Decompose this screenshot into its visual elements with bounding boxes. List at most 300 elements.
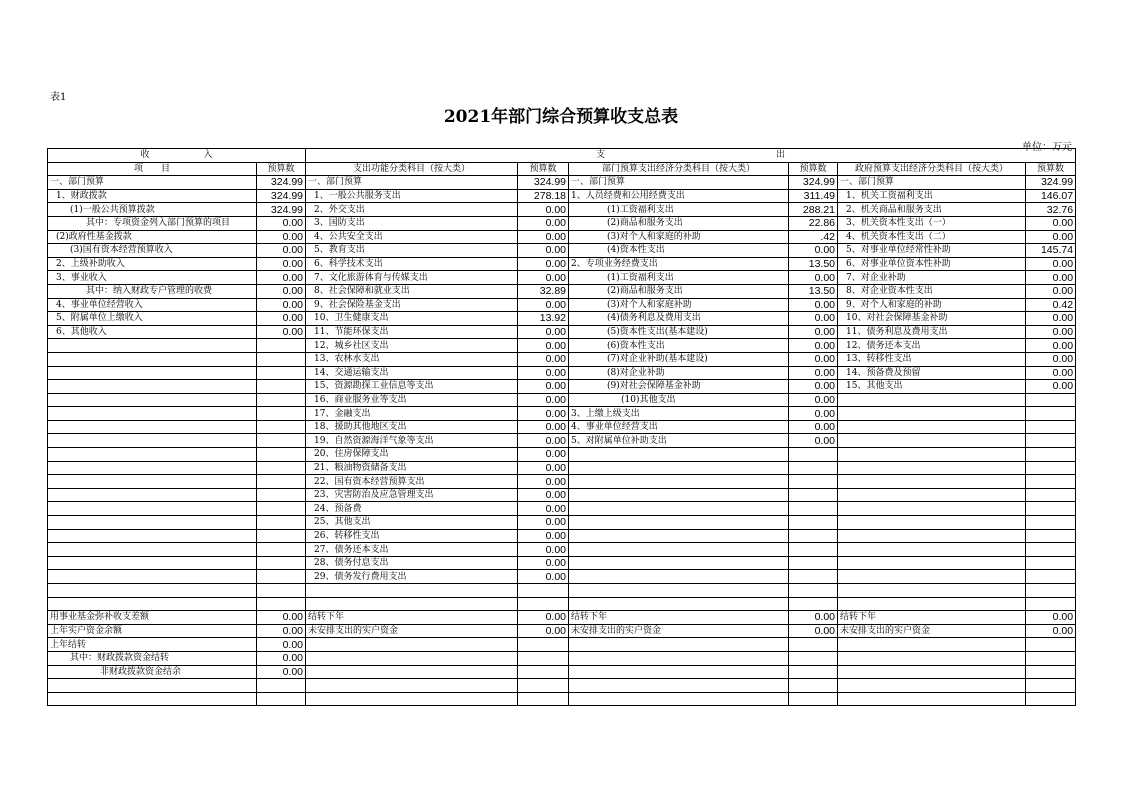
table-row	[48, 461, 1076, 475]
item-label-cell: 16、商业服务业等支出	[306, 393, 518, 407]
budget-amount-cell: 13.50	[789, 284, 838, 298]
budget-amount-cell	[257, 339, 306, 353]
budget-amount-cell: 0.00	[789, 611, 838, 625]
gov-econ-column-header: 政府预算支出经济分类科目（按大类）	[838, 162, 1026, 176]
budget-amount-cell: 0.00	[257, 216, 306, 230]
item-label-cell: 29、债务发行费用支出	[306, 570, 518, 584]
item-label-cell: 1、机关工资福利支出	[838, 189, 1026, 203]
item-label-cell: (1)一般公共预算拨款	[48, 203, 257, 217]
column-header-row	[48, 162, 1076, 176]
budget-amount-cell: 0.00	[518, 475, 569, 489]
item-label-cell	[838, 543, 1026, 557]
budget-amount-cell: 311.49	[789, 189, 838, 203]
item-label-cell: 7、文化旅游体育与传媒支出	[306, 271, 518, 285]
budget-amount-cell: 0.00	[257, 298, 306, 312]
item-label-cell: 10、对社会保障基金补助	[838, 312, 1026, 326]
budget-amount-cell: 0.00	[1026, 325, 1076, 339]
item-label-cell: (1)工资福利支出	[569, 203, 789, 217]
budget-amount-cell: 0.00	[518, 407, 569, 421]
item-label-cell: (10)其他支出	[569, 393, 789, 407]
budget-amount-cell: 0.00	[789, 352, 838, 366]
budget-amount-cell: 0.00	[518, 448, 569, 462]
item-label-cell: 11、债务利息及费用支出	[838, 325, 1026, 339]
group-header-row	[48, 149, 1076, 163]
table-row	[48, 502, 1076, 516]
item-label-cell: 3、机关资本性支出（一）	[838, 216, 1026, 230]
budget-amount-cell	[257, 380, 306, 394]
item-label-cell: 22、国有资本经营预算支出	[306, 475, 518, 489]
item-label-cell: 其中：财政拨款资金结转	[48, 651, 257, 665]
budget-amount-cell	[1026, 638, 1076, 652]
item-label-cell: 10、卫生健康支出	[306, 312, 518, 326]
item-label-cell: 用事业基金弥补收支差额	[48, 611, 257, 625]
item-label-cell	[838, 434, 1026, 448]
table-row	[48, 651, 1076, 665]
budget-amount-cell: 0.00	[257, 230, 306, 244]
budget-amount-cell: 0.00	[518, 611, 569, 625]
budget-column-header: 预算数	[789, 162, 838, 176]
table-row	[48, 638, 1076, 652]
item-label-cell: (4)债务利息及费用支出	[569, 312, 789, 326]
budget-amount-cell: 0.00	[1026, 216, 1076, 230]
budget-amount-cell	[1026, 393, 1076, 407]
budget-amount-cell	[257, 420, 306, 434]
budget-amount-cell: 0.00	[518, 216, 569, 230]
budget-amount-cell	[1026, 516, 1076, 530]
item-label-cell	[569, 488, 789, 502]
budget-amount-cell: 0.00	[257, 257, 306, 271]
item-label-cell: 7、对企业补助	[838, 271, 1026, 285]
item-label-cell: 上年结转	[48, 638, 257, 652]
budget-amount-cell: 0.00	[518, 271, 569, 285]
table-row	[48, 488, 1076, 502]
empty-cell	[1026, 679, 1076, 693]
item-label-cell: 20、住房保障支出	[306, 448, 518, 462]
budget-amount-cell	[789, 692, 838, 706]
item-label-cell: 14、预备费及预留	[838, 366, 1026, 380]
item-label-cell	[838, 665, 1026, 679]
empty-cell	[838, 679, 1026, 693]
budget-amount-cell: 0.00	[518, 257, 569, 271]
empty-cell	[789, 584, 838, 598]
budget-amount-cell: 0.00	[518, 366, 569, 380]
empty-cell	[306, 679, 518, 693]
table-row	[48, 325, 1076, 339]
item-label-cell: 23、灾害防治及应急管理支出	[306, 488, 518, 502]
budget-amount-cell: 0.00	[518, 244, 569, 258]
budget-amount-cell: 13.92	[518, 312, 569, 326]
budget-amount-cell: 0.00	[518, 380, 569, 394]
budget-amount-cell	[518, 692, 569, 706]
item-label-cell: 1、一般公共服务支出	[306, 189, 518, 203]
budget-amount-cell	[518, 651, 569, 665]
budget-amount-cell: 278.18	[518, 189, 569, 203]
budget-amount-cell: 324.99	[518, 176, 569, 190]
item-label-cell: 3、国防支出	[306, 216, 518, 230]
item-label-cell	[48, 516, 257, 530]
item-label-cell	[48, 352, 257, 366]
budget-amount-cell: 0.00	[518, 502, 569, 516]
budget-amount-cell: 0.00	[1026, 339, 1076, 353]
budget-amount-cell	[1026, 448, 1076, 462]
table-row	[48, 393, 1076, 407]
budget-amount-cell: 0.00	[257, 651, 306, 665]
table-row	[48, 298, 1076, 312]
item-label-cell: (2)商品和服务支出	[569, 216, 789, 230]
budget-amount-cell: 0.00	[789, 366, 838, 380]
budget-amount-cell: 0.00	[789, 271, 838, 285]
item-label-cell: 一、部门预算	[48, 176, 257, 190]
item-label-cell: 9、社会保险基金支出	[306, 298, 518, 312]
budget-amount-cell: 0.00	[518, 203, 569, 217]
budget-amount-cell	[257, 434, 306, 448]
table-row	[48, 611, 1076, 625]
item-label-cell: 1、财政拨款	[48, 189, 257, 203]
item-label-cell	[838, 502, 1026, 516]
budget-amount-cell	[1026, 434, 1076, 448]
empty-cell	[257, 679, 306, 693]
subtotal-row	[48, 597, 1076, 611]
budget-amount-cell: 0.00	[257, 284, 306, 298]
budget-amount-cell	[257, 448, 306, 462]
item-label-cell: 28、债务付息支出	[306, 556, 518, 570]
budget-amount-cell: 0.00	[257, 244, 306, 258]
budget-amount-cell	[257, 393, 306, 407]
item-label-cell	[838, 651, 1026, 665]
item-label-cell: 3、上缴上级支出	[569, 407, 789, 421]
budget-amount-cell: 324.99	[257, 203, 306, 217]
budget-amount-cell: 0.00	[257, 611, 306, 625]
item-label-cell: 12、债务还本支出	[838, 339, 1026, 353]
empty-cell	[1026, 584, 1076, 598]
item-label-cell	[48, 380, 257, 394]
item-label-cell: 5、对附属单位补助支出	[569, 434, 789, 448]
item-label-cell: (1)工资福利支出	[569, 271, 789, 285]
budget-amount-cell: 22.86	[789, 216, 838, 230]
item-label-cell: 27、债务还本支出	[306, 543, 518, 557]
item-column-header: 项 目	[48, 162, 257, 176]
budget-amount-cell: 0.00	[789, 407, 838, 421]
item-label-cell	[838, 529, 1026, 543]
item-label-cell: 结转下年	[306, 611, 518, 625]
budget-amount-cell	[518, 665, 569, 679]
budget-amount-cell: 0.00	[1026, 284, 1076, 298]
item-label-cell: (3)国有资本经营预算收入	[48, 244, 257, 258]
budget-amount-cell: .42	[789, 230, 838, 244]
budget-amount-cell	[789, 529, 838, 543]
budget-amount-cell: 324.99	[789, 176, 838, 190]
table-row	[48, 339, 1076, 353]
item-label-cell: 4、机关资本性支出（二）	[838, 230, 1026, 244]
item-label-cell: 15、资源勘探工业信息等支出	[306, 380, 518, 394]
budget-amount-cell: 0.00	[1026, 366, 1076, 380]
item-label-cell: (4)资本性支出	[569, 244, 789, 258]
budget-amount-cell: 324.99	[1026, 176, 1076, 190]
item-label-cell	[838, 420, 1026, 434]
item-label-cell	[569, 448, 789, 462]
budget-amount-cell: 0.00	[518, 325, 569, 339]
item-label-cell: 3、事业收入	[48, 271, 257, 285]
budget-amount-cell: 0.00	[518, 624, 569, 638]
budget-amount-cell	[1026, 461, 1076, 475]
item-label-cell	[569, 516, 789, 530]
item-label-cell: 2、上级补助收入	[48, 257, 257, 271]
item-label-cell: 4、公共安全支出	[306, 230, 518, 244]
empty-cell	[518, 584, 569, 598]
budget-amount-cell	[1026, 692, 1076, 706]
budget-amount-cell	[789, 516, 838, 530]
budget-amount-cell: 0.00	[518, 434, 569, 448]
item-label-cell	[569, 597, 789, 611]
table-row	[48, 516, 1076, 530]
item-label-cell	[838, 516, 1026, 530]
budget-amount-cell: 0.00	[518, 516, 569, 530]
budget-amount-cell: 0.00	[518, 420, 569, 434]
item-label-cell	[569, 556, 789, 570]
budget-amount-cell	[789, 543, 838, 557]
budget-amount-cell	[789, 502, 838, 516]
item-label-cell: 6、其他收入	[48, 325, 257, 339]
income-group-header: 收 入	[48, 149, 306, 163]
budget-amount-cell	[518, 597, 569, 611]
table-row	[48, 189, 1076, 203]
item-label-cell: 未安排支出的实户资金	[569, 624, 789, 638]
table-row	[48, 312, 1076, 326]
item-label-cell	[48, 556, 257, 570]
table-row	[48, 407, 1076, 421]
budget-amount-cell: 0.00	[518, 298, 569, 312]
empty-cell	[257, 584, 306, 598]
item-label-cell: 上年实户资金余额	[48, 624, 257, 638]
empty-cell	[306, 584, 518, 598]
item-label-cell: 结转下年	[569, 611, 789, 625]
budget-amount-cell: 0.00	[789, 380, 838, 394]
budget-amount-cell: 0.00	[518, 570, 569, 584]
budget-amount-cell: 0.00	[1026, 611, 1076, 625]
item-label-cell: 25、其他支出	[306, 516, 518, 530]
budget-amount-cell	[1026, 543, 1076, 557]
blank-row	[48, 584, 1076, 598]
item-label-cell	[48, 570, 257, 584]
item-label-cell	[48, 420, 257, 434]
total-row	[48, 692, 1076, 706]
budget-amount-cell	[518, 638, 569, 652]
item-label-cell: 17、金融支出	[306, 407, 518, 421]
budget-amount-cell: 0.00	[789, 325, 838, 339]
budget-amount-cell: 0.00	[789, 244, 838, 258]
budget-amount-cell	[1026, 556, 1076, 570]
budget-amount-cell	[1026, 475, 1076, 489]
item-label-cell: 19、自然资源海洋气象等支出	[306, 434, 518, 448]
budget-amount-cell: 0.00	[518, 339, 569, 353]
budget-amount-cell	[789, 461, 838, 475]
item-label-cell: 6、科学技术支出	[306, 257, 518, 271]
item-label-cell	[569, 543, 789, 557]
budget-amount-cell	[257, 366, 306, 380]
budget-amount-cell: 13.50	[789, 257, 838, 271]
func-class-column-header: 支出功能分类科目（按大类）	[306, 162, 518, 176]
table-row	[48, 624, 1076, 638]
budget-amount-cell	[1026, 597, 1076, 611]
budget-amount-cell: 0.00	[518, 393, 569, 407]
item-label-cell	[48, 434, 257, 448]
budget-amount-cell: 0.00	[518, 543, 569, 557]
item-label-cell: 21、粮油物资储备支出	[306, 461, 518, 475]
budget-amount-cell	[257, 516, 306, 530]
budget-amount-cell: 0.00	[1026, 380, 1076, 394]
item-label-cell: 其中：纳入财政专户管理的收费	[48, 284, 257, 298]
budget-amount-cell: 32.89	[518, 284, 569, 298]
item-label-cell	[838, 461, 1026, 475]
budget-column-header: 预算数	[1026, 162, 1076, 176]
item-label-cell: 一、部门预算	[306, 176, 518, 190]
budget-amount-cell: 32.76	[1026, 203, 1076, 217]
budget-amount-cell	[789, 488, 838, 502]
item-label-cell	[569, 529, 789, 543]
item-label-cell	[569, 651, 789, 665]
budget-amount-cell: 0.00	[789, 434, 838, 448]
item-label-cell: (5)资本性支出(基本建设)	[569, 325, 789, 339]
budget-amount-cell: 0.00	[518, 461, 569, 475]
table-row	[48, 176, 1076, 190]
item-label-cell	[48, 407, 257, 421]
table-row	[48, 284, 1076, 298]
budget-amount-cell	[789, 448, 838, 462]
item-label-cell	[306, 651, 518, 665]
table-row	[48, 257, 1076, 271]
item-label-cell	[569, 570, 789, 584]
budget-amount-cell	[257, 407, 306, 421]
page-title: 2021年部门综合预算收支总表	[443, 107, 679, 127]
empty-cell	[518, 679, 569, 693]
budget-column-header: 预算数	[518, 162, 569, 176]
budget-amount-cell	[1026, 488, 1076, 502]
table-row	[48, 380, 1076, 394]
budget-amount-cell: 0.00	[257, 312, 306, 326]
table-row	[48, 475, 1076, 489]
item-label-cell	[48, 366, 257, 380]
empty-cell	[789, 679, 838, 693]
item-label-cell: 14、交通运输支出	[306, 366, 518, 380]
item-label-cell	[569, 475, 789, 489]
item-label-cell: 2、外交支出	[306, 203, 518, 217]
item-label-cell	[838, 597, 1026, 611]
budget-column-header: 预算数	[257, 162, 306, 176]
item-label-cell: 4、事业单位经营收入	[48, 298, 257, 312]
item-label-cell	[306, 638, 518, 652]
item-label-cell: 2、专项业务经费支出	[569, 257, 789, 271]
table-row	[48, 203, 1076, 217]
budget-amount-cell: 0.00	[789, 339, 838, 353]
item-label-cell: 结转下年	[838, 611, 1026, 625]
item-label-cell: 1、人员经费和公用经费支出	[569, 189, 789, 203]
budget-amount-cell: 0.00	[257, 325, 306, 339]
item-label-cell: (3)对个人和家庭补助	[569, 298, 789, 312]
item-label-cell	[838, 692, 1026, 706]
budget-summary-table	[47, 148, 1076, 706]
empty-cell	[569, 584, 789, 598]
budget-amount-cell	[789, 651, 838, 665]
item-label-cell	[306, 665, 518, 679]
empty-cell	[569, 679, 789, 693]
item-label-cell: 一、部门预算	[838, 176, 1026, 190]
item-label-cell	[48, 502, 257, 516]
budget-amount-cell: 0.00	[518, 556, 569, 570]
item-label-cell: 非财政拨款资金结余	[48, 665, 257, 679]
item-label-cell: 其中：专项资金列入部门预算的项目	[48, 216, 257, 230]
budget-amount-cell: 0.00	[518, 488, 569, 502]
budget-amount-cell	[1026, 502, 1076, 516]
item-label-cell	[838, 638, 1026, 652]
item-label-cell: 13、转移性支出	[838, 352, 1026, 366]
blank-row	[48, 679, 1076, 693]
budget-amount-cell	[257, 475, 306, 489]
table-id: 表1	[50, 92, 67, 103]
item-label-cell: 6、对事业单位资本性补助	[838, 257, 1026, 271]
table-row	[48, 448, 1076, 462]
budget-amount-cell: 288.21	[789, 203, 838, 217]
table-row	[48, 556, 1076, 570]
table-row	[48, 665, 1076, 679]
budget-amount-cell	[257, 461, 306, 475]
budget-amount-cell: 0.00	[789, 298, 838, 312]
item-label-cell	[838, 570, 1026, 584]
item-label-cell	[569, 692, 789, 706]
item-label-cell: 未安排支出的实户资金	[838, 624, 1026, 638]
item-label-cell: 8、对企业资本性支出	[838, 284, 1026, 298]
item-label-cell	[838, 475, 1026, 489]
item-label-cell: (2)商品和服务支出	[569, 284, 789, 298]
budget-amount-cell	[257, 488, 306, 502]
budget-amount-cell	[257, 570, 306, 584]
item-label-cell: 4、事业单位经营支出	[569, 420, 789, 434]
budget-amount-cell: 0.00	[1026, 624, 1076, 638]
item-label-cell	[48, 543, 257, 557]
empty-cell	[838, 584, 1026, 598]
budget-amount-cell	[257, 529, 306, 543]
budget-amount-cell	[789, 570, 838, 584]
budget-amount-cell: 324.99	[257, 176, 306, 190]
budget-amount-cell	[1026, 665, 1076, 679]
budget-amount-cell: 0.00	[789, 420, 838, 434]
item-label-cell: 13、农林水支出	[306, 352, 518, 366]
table-row	[48, 366, 1076, 380]
table-row	[48, 420, 1076, 434]
table-row	[48, 271, 1076, 285]
budget-amount-cell: 0.00	[257, 624, 306, 638]
budget-amount-cell	[1026, 529, 1076, 543]
empty-cell	[48, 584, 257, 598]
table-row	[48, 543, 1076, 557]
budget-amount-cell	[789, 597, 838, 611]
item-label-cell	[569, 638, 789, 652]
table-row	[48, 570, 1076, 584]
item-label-cell	[306, 692, 518, 706]
budget-amount-cell	[1026, 420, 1076, 434]
budget-amount-cell: 0.00	[518, 230, 569, 244]
budget-amount-cell	[789, 665, 838, 679]
item-label-cell	[306, 597, 518, 611]
item-label-cell	[48, 488, 257, 502]
item-label-cell: 11、节能环保支出	[306, 325, 518, 339]
table-row	[48, 529, 1076, 543]
item-label-cell: (7)对企业补助(基本建设)	[569, 352, 789, 366]
item-label-cell	[48, 393, 257, 407]
table-row	[48, 216, 1076, 230]
item-label-cell: 一、部门预算	[569, 176, 789, 190]
item-label-cell: (9)对社会保障基金补助	[569, 380, 789, 394]
item-label-cell: 8、社会保障和就业支出	[306, 284, 518, 298]
